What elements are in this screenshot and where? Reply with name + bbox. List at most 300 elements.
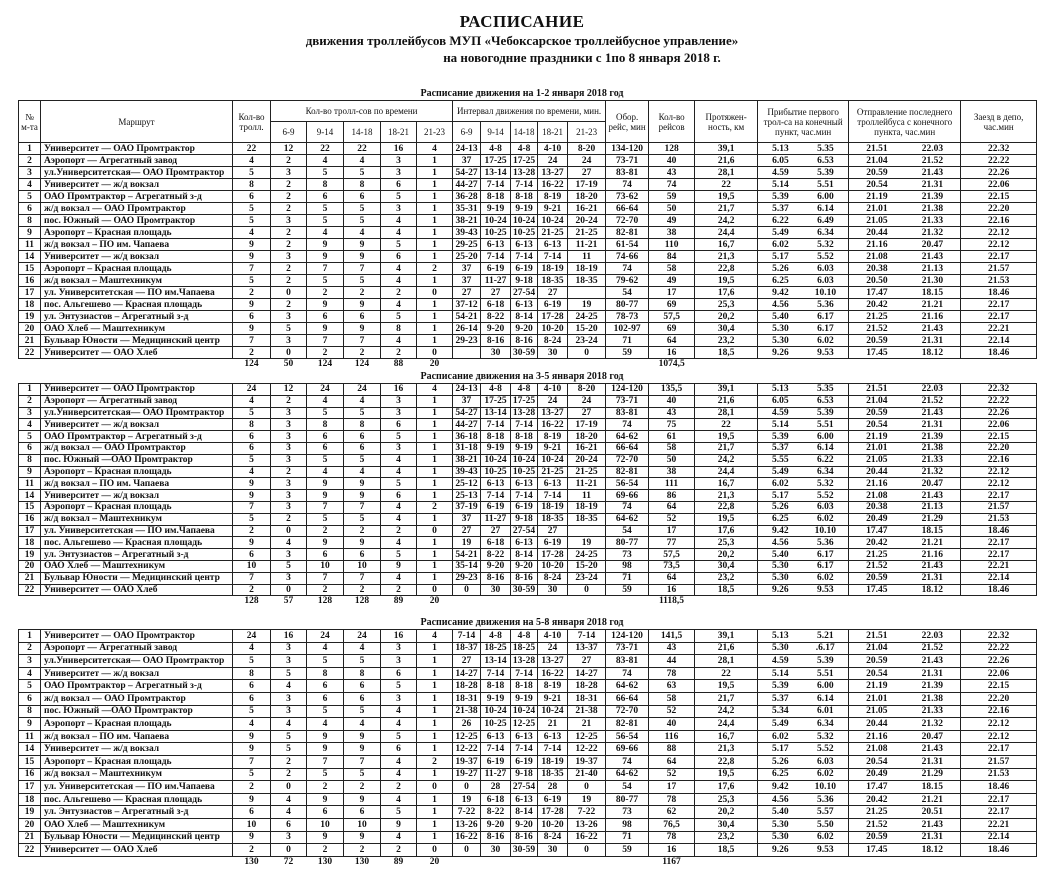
table-cell: 4 bbox=[271, 537, 307, 549]
route-name: ОАО Промтрактор – Агрегатный з-д bbox=[41, 191, 233, 203]
empty-cell bbox=[849, 359, 905, 370]
table-cell: 6-18 bbox=[481, 537, 511, 549]
table-cell: 18.46 bbox=[961, 584, 1037, 596]
table-cell: 18 bbox=[19, 299, 41, 311]
table-cell: 19,5 bbox=[695, 431, 758, 443]
table-cell: 30-59 bbox=[511, 584, 538, 596]
table-cell: 8-14 bbox=[511, 311, 538, 323]
table-cell: 8 bbox=[307, 419, 344, 431]
table-cell: 6 bbox=[307, 191, 344, 203]
table-cell: 2 bbox=[344, 347, 381, 359]
table-cell: 24-13 bbox=[453, 143, 481, 155]
table-cell: 21 bbox=[538, 718, 568, 731]
table-cell: 19-27 bbox=[453, 768, 481, 781]
table-cell: 8-22 bbox=[481, 549, 511, 561]
empty-cell bbox=[19, 856, 41, 867]
table-cell: 20.47 bbox=[905, 239, 961, 251]
table-cell: 111 bbox=[649, 478, 695, 490]
route-name: ОАО Промтрактор – Агрегатный з-д bbox=[41, 680, 233, 693]
table-cell: 20.54 bbox=[849, 419, 905, 431]
table-cell: 21.39 bbox=[905, 680, 961, 693]
table-cell: 2 bbox=[233, 584, 271, 596]
table-cell: 2 bbox=[271, 466, 307, 478]
table-cell: 15 bbox=[19, 263, 41, 275]
table-cell: 25,3 bbox=[695, 793, 758, 806]
table-cell: 23,2 bbox=[695, 831, 758, 844]
table-cell: 27 bbox=[453, 525, 481, 537]
table-cell: 1 bbox=[417, 692, 453, 705]
table-cell: 6.01 bbox=[803, 705, 849, 718]
table-cell: 6.03 bbox=[803, 501, 849, 513]
empty-cell bbox=[758, 596, 803, 607]
table-cell: 5.30 bbox=[758, 560, 803, 572]
table-cell: 10-24 bbox=[511, 215, 538, 227]
table-cell: 3 bbox=[271, 454, 307, 466]
table-cell: 22.17 bbox=[961, 299, 1037, 311]
table-cell: 2 bbox=[233, 525, 271, 537]
table-cell: 4-10 bbox=[538, 384, 568, 396]
table-cell: 21.57 bbox=[961, 501, 1037, 513]
table-cell: 2 bbox=[271, 179, 307, 191]
table-cell: 10 bbox=[344, 818, 381, 831]
table-cell: 4.56 bbox=[758, 793, 803, 806]
table-cell: 5.30 bbox=[758, 818, 803, 831]
table-cell: 4 bbox=[381, 275, 417, 287]
table-cell: 9.53 bbox=[803, 584, 849, 596]
table-cell: 12 bbox=[271, 384, 307, 396]
total-value: 20 bbox=[429, 856, 440, 867]
table-row bbox=[19, 793, 1037, 806]
table-cell: 24 bbox=[307, 630, 344, 643]
table-cell: 52 bbox=[649, 513, 695, 525]
table-cell: 1 bbox=[417, 239, 453, 251]
route-name: Университет — ж/д вокзал bbox=[41, 490, 233, 502]
table-cell: 4 bbox=[307, 395, 344, 407]
empty-cell bbox=[511, 856, 538, 867]
table-cell: 14 bbox=[19, 743, 41, 756]
empty-cell bbox=[568, 856, 606, 867]
table-cell: 8 bbox=[381, 323, 417, 335]
route-name: ОАО Хлеб — Маштехникум bbox=[41, 560, 233, 572]
route-name: ж/д вокзал – ПО им. Чапаева bbox=[41, 730, 233, 743]
table-cell: 18.12 bbox=[905, 347, 961, 359]
table-row bbox=[19, 215, 1037, 227]
table-cell: 7 bbox=[307, 335, 344, 347]
table-cell: 57,5 bbox=[649, 549, 695, 561]
table-cell: 2 bbox=[381, 347, 417, 359]
table-cell: 22.12 bbox=[961, 466, 1037, 478]
table-cell: 9-18 bbox=[511, 768, 538, 781]
table-cell: 6 bbox=[344, 191, 381, 203]
table-cell: 0 bbox=[417, 525, 453, 537]
table-row bbox=[19, 431, 1037, 443]
table-cell: 73 bbox=[606, 549, 649, 561]
table-cell: 5.13 bbox=[758, 143, 803, 155]
table-caption: Расписание движения на 3-5 января 2018 год bbox=[420, 371, 624, 382]
table-cell: 19 bbox=[19, 806, 41, 819]
table-cell: 54-27 bbox=[453, 167, 481, 179]
table-cell: 27-54 bbox=[511, 287, 538, 299]
table-cell: 28 bbox=[538, 781, 568, 794]
table-cell: 30 bbox=[481, 844, 511, 857]
table-cell: 1 bbox=[417, 299, 453, 311]
table-cell: 13-14 bbox=[481, 407, 511, 419]
table-cell: 8-16 bbox=[481, 335, 511, 347]
table-cell: 17,6 bbox=[695, 287, 758, 299]
table-cell: 12-25 bbox=[511, 718, 538, 731]
table-cell: 6.03 bbox=[803, 263, 849, 275]
table-cell: 3 bbox=[271, 335, 307, 347]
table-cell: 16-22 bbox=[538, 179, 568, 191]
table-cell: 1 bbox=[417, 768, 453, 781]
table-cell: 6-13 bbox=[511, 793, 538, 806]
table-cell: 22.17 bbox=[961, 743, 1037, 756]
table-cell: 16 bbox=[649, 584, 695, 596]
table-cell: 9-20 bbox=[481, 560, 511, 572]
table-cell: 2 bbox=[233, 347, 271, 359]
table-cell: 21.04 bbox=[849, 642, 905, 655]
table-cell: 4.59 bbox=[758, 167, 803, 179]
route-name: пос. Южный —ОАО Промтрактор bbox=[41, 705, 233, 718]
table-cell: 13-37 bbox=[568, 642, 606, 655]
table-cell: 4 bbox=[307, 466, 344, 478]
table-cell: 72-70 bbox=[606, 705, 649, 718]
empty-cell bbox=[905, 596, 961, 607]
table-cell: 19 bbox=[19, 549, 41, 561]
table-cell: 6 bbox=[344, 442, 381, 454]
table-row bbox=[19, 478, 1037, 490]
table-row bbox=[19, 275, 1037, 287]
table-cell: 6 bbox=[381, 419, 417, 431]
table-cell: 30,4 bbox=[695, 323, 758, 335]
table-cell: 27 bbox=[481, 287, 511, 299]
table-cell: 2 bbox=[344, 287, 381, 299]
table-row bbox=[19, 311, 1037, 323]
route-name: ул. Энтузиастов – Агрегатный з-д bbox=[41, 311, 233, 323]
table-cell: 4 bbox=[233, 395, 271, 407]
table-row bbox=[19, 537, 1037, 549]
table-cell: 5.32 bbox=[803, 239, 849, 251]
table-cell: 5 bbox=[381, 431, 417, 443]
table-cell: 6.25 bbox=[758, 275, 803, 287]
table-cell: 22.20 bbox=[961, 203, 1037, 215]
table-cell: 8-16 bbox=[511, 831, 538, 844]
table-cell: 6.02 bbox=[758, 478, 803, 490]
table-cell: 10-24 bbox=[511, 705, 538, 718]
table-cell: 3 bbox=[271, 705, 307, 718]
table-cell: 9-20 bbox=[511, 560, 538, 572]
table-cell: 30 bbox=[481, 347, 511, 359]
table-cell: 2 bbox=[233, 781, 271, 794]
table-cell: 6.03 bbox=[803, 275, 849, 287]
route-name: ОАО Хлеб — Маштехникум bbox=[41, 323, 233, 335]
table-cell: 5.39 bbox=[758, 680, 803, 693]
table-cell: 43 bbox=[649, 407, 695, 419]
table-cell: 22.16 bbox=[961, 705, 1037, 718]
table-cell: 2 bbox=[307, 525, 344, 537]
table-cell: 13-14 bbox=[481, 655, 511, 668]
table-cell: 21.43 bbox=[905, 655, 961, 668]
table-cell: 1 bbox=[417, 537, 453, 549]
table-cell: 8-18 bbox=[481, 431, 511, 443]
table-cell: 5 bbox=[19, 680, 41, 693]
table-cell: 5.49 bbox=[758, 718, 803, 731]
table-cell: 17-28 bbox=[538, 549, 568, 561]
table-cell: 6-19 bbox=[538, 537, 568, 549]
table-cell: 21.33 bbox=[905, 215, 961, 227]
table-cell: 5 bbox=[307, 275, 344, 287]
table-cell: 22.16 bbox=[961, 454, 1037, 466]
table-cell: 21.31 bbox=[905, 831, 961, 844]
table-cell: 4 bbox=[344, 227, 381, 239]
empty-cell bbox=[481, 856, 511, 867]
route-name: ж/д вокзал – ПО им. Чапаева bbox=[41, 478, 233, 490]
table-cell: 6-13 bbox=[481, 730, 511, 743]
table-cell: 1 bbox=[417, 705, 453, 718]
total-value: 128 bbox=[354, 596, 370, 607]
table-cell: 3 bbox=[271, 311, 307, 323]
total-value: 89 bbox=[393, 596, 404, 607]
table-cell: 8-22 bbox=[481, 806, 511, 819]
table-cell: 5 bbox=[344, 513, 381, 525]
table-cell: 21.52 bbox=[849, 323, 905, 335]
table-cell: 9 bbox=[344, 239, 381, 251]
table-cell: 6.14 bbox=[803, 442, 849, 454]
table-row bbox=[19, 630, 1037, 643]
table-cell: 8-18 bbox=[511, 431, 538, 443]
table-cell: 37 bbox=[453, 513, 481, 525]
table-cell: 11 bbox=[19, 730, 41, 743]
table-cell: 19,5 bbox=[695, 768, 758, 781]
table-cell: 4 bbox=[233, 642, 271, 655]
table-cell: 0 bbox=[568, 584, 606, 596]
table-cell: 10 bbox=[233, 560, 271, 572]
table-cell: 21,3 bbox=[695, 490, 758, 502]
table-cell: 5 bbox=[307, 215, 344, 227]
table-cell: 8-14 bbox=[511, 806, 538, 819]
table-cell: 5 bbox=[19, 191, 41, 203]
table-cell: 18-19 bbox=[568, 501, 606, 513]
empty-cell bbox=[803, 359, 849, 370]
table-cell: 5.49 bbox=[758, 466, 803, 478]
table-cell: 20.47 bbox=[905, 478, 961, 490]
table-cell: 4 bbox=[381, 537, 417, 549]
table-cell: 6.34 bbox=[803, 227, 849, 239]
table-cell: 4 bbox=[344, 395, 381, 407]
table-cell: 21.43 bbox=[905, 323, 961, 335]
table-cell: 5.17 bbox=[758, 251, 803, 263]
table-cell: 21-38 bbox=[568, 705, 606, 718]
table-cell: 4-8 bbox=[481, 143, 511, 155]
table-cell: 3 bbox=[381, 203, 417, 215]
table-cell: 10-24 bbox=[481, 454, 511, 466]
table-cell: 30-59 bbox=[511, 844, 538, 857]
table-cell: 5.36 bbox=[803, 299, 849, 311]
table-cell: 5 bbox=[307, 768, 344, 781]
table-row bbox=[19, 143, 1037, 155]
table-cell: 16 bbox=[19, 275, 41, 287]
table-cell: 22.20 bbox=[961, 692, 1037, 705]
table-cell: 5 bbox=[344, 275, 381, 287]
empty-cell bbox=[803, 596, 849, 607]
table-cell: 22.22 bbox=[961, 395, 1037, 407]
route-name: ул. Энтузиастов – Агрегатный з-д bbox=[41, 806, 233, 819]
table-cell: 21.25 bbox=[849, 806, 905, 819]
table-cell: 141,5 bbox=[649, 630, 695, 643]
total-value: 72 bbox=[283, 856, 294, 867]
table-cell: 2 bbox=[307, 844, 344, 857]
table-cell: 27 bbox=[453, 655, 481, 668]
table-cell: 1 bbox=[417, 549, 453, 561]
table-cell: 1 bbox=[417, 419, 453, 431]
table-cell: 20.42 bbox=[849, 299, 905, 311]
table-cell: 7 bbox=[233, 263, 271, 275]
total-value: 128 bbox=[244, 596, 259, 607]
table-cell: 17.45 bbox=[849, 584, 905, 596]
table-cell: 21.08 bbox=[849, 490, 905, 502]
table-cell: 11-21 bbox=[568, 239, 606, 251]
empty-cell bbox=[606, 856, 649, 867]
table-cell: 18-28 bbox=[453, 680, 481, 693]
table-cell: 8 bbox=[344, 667, 381, 680]
table-cell: 5 bbox=[381, 806, 417, 819]
table-cell: 1 bbox=[417, 442, 453, 454]
table-cell: 22.14 bbox=[961, 572, 1037, 584]
table-cell: 1 bbox=[417, 730, 453, 743]
table-cell: 20 bbox=[19, 323, 41, 335]
table-cell: 3 bbox=[271, 442, 307, 454]
table-cell: 6 bbox=[19, 203, 41, 215]
table-cell: 0 bbox=[271, 844, 307, 857]
empty-cell bbox=[758, 359, 803, 370]
table-row bbox=[19, 718, 1037, 731]
table-cell: 12-25 bbox=[453, 730, 481, 743]
table-cell: 3 bbox=[19, 167, 41, 179]
table-cell: 8-19 bbox=[538, 431, 568, 443]
table-cell: 18.12 bbox=[905, 844, 961, 857]
table-cell: 2 bbox=[381, 781, 417, 794]
table-cell: 20.42 bbox=[849, 793, 905, 806]
table-cell: 5 bbox=[233, 275, 271, 287]
table-cell: 21.29 bbox=[905, 768, 961, 781]
table-cell: 20-24 bbox=[568, 215, 606, 227]
table-cell: 9-20 bbox=[481, 818, 511, 831]
table-cell: 6.05 bbox=[758, 395, 803, 407]
table-cell: 16,7 bbox=[695, 239, 758, 251]
table-cell: 2 bbox=[307, 781, 344, 794]
table-cell: 16 bbox=[649, 347, 695, 359]
table-cell: 14-27 bbox=[453, 667, 481, 680]
table-cell: 74 bbox=[606, 419, 649, 431]
table-cell: 5 bbox=[344, 705, 381, 718]
table-cell: 20.51 bbox=[905, 806, 961, 819]
table-cell: 2 bbox=[307, 347, 344, 359]
table-cell: 8 bbox=[307, 179, 344, 191]
empty-cell bbox=[568, 359, 606, 370]
table-cell: 21.57 bbox=[961, 263, 1037, 275]
table-cell: 17 bbox=[19, 525, 41, 537]
table-cell: 21.21 bbox=[905, 537, 961, 549]
table-cell: 0 bbox=[453, 844, 481, 857]
table-cell: 19 bbox=[19, 311, 41, 323]
table-cell: 10-20 bbox=[538, 818, 568, 831]
table-cell: 22.03 bbox=[905, 630, 961, 643]
table-cell: 20.59 bbox=[849, 167, 905, 179]
table-cell: 4 bbox=[381, 513, 417, 525]
route-name: ж/д вокзал — ОАО Промтрактор bbox=[41, 203, 233, 215]
route-name: Университет — ж/д вокзал bbox=[41, 419, 233, 431]
table-cell: 9 bbox=[344, 793, 381, 806]
table-cell: 58 bbox=[649, 263, 695, 275]
table-cell: 24 bbox=[538, 395, 568, 407]
table-cell: 28 bbox=[481, 781, 511, 794]
table-row bbox=[19, 335, 1037, 347]
table-cell: 8-18 bbox=[481, 680, 511, 693]
table-cell: 1 bbox=[417, 680, 453, 693]
table-cell: 4 bbox=[307, 718, 344, 731]
table-cell: 83-81 bbox=[606, 407, 649, 419]
table-cell: 2 bbox=[271, 155, 307, 167]
table-cell: 5.52 bbox=[803, 490, 849, 502]
table-cell: 5 bbox=[381, 680, 417, 693]
table-cell: 1 bbox=[417, 655, 453, 668]
table-cell: 22.06 bbox=[961, 179, 1037, 191]
route-name: ж/д вокзал – Маштехникум bbox=[41, 513, 233, 525]
table-cell: 20.49 bbox=[849, 768, 905, 781]
table-cell: 2 bbox=[271, 239, 307, 251]
table-cell: 5 bbox=[233, 167, 271, 179]
table-cell: 2 bbox=[271, 395, 307, 407]
table-cell: 4 bbox=[19, 667, 41, 680]
table-cell: 30 bbox=[538, 347, 568, 359]
table-cell: 77 bbox=[649, 537, 695, 549]
table-cell: 44-27 bbox=[453, 419, 481, 431]
table-cell: 27 bbox=[453, 287, 481, 299]
table-cell: 23,2 bbox=[695, 335, 758, 347]
table-row bbox=[19, 692, 1037, 705]
table-cell: 26 bbox=[453, 718, 481, 731]
table-cell: 75 bbox=[649, 419, 695, 431]
table-cell: 1 bbox=[417, 466, 453, 478]
table-cell: 21.31 bbox=[905, 335, 961, 347]
table-cell: 22.22 bbox=[961, 642, 1037, 655]
table-cell: 4 bbox=[381, 831, 417, 844]
col-header-route: Маршрут bbox=[41, 101, 233, 143]
table-cell: 9-20 bbox=[511, 818, 538, 831]
table-cell: 1 bbox=[417, 831, 453, 844]
table-cell: 20.44 bbox=[849, 718, 905, 731]
table-cell: 21 bbox=[568, 718, 606, 731]
table-cell: 8 bbox=[307, 667, 344, 680]
table-cell: 9-21 bbox=[538, 203, 568, 215]
table-cell: 25-13 bbox=[453, 490, 481, 502]
table-cell: 30,4 bbox=[695, 560, 758, 572]
table-cell: 5 bbox=[344, 203, 381, 215]
table-cell: 69-66 bbox=[606, 743, 649, 756]
table-cell: 2 bbox=[271, 227, 307, 239]
table-cell: 9.26 bbox=[758, 584, 803, 596]
table-cell: 22.22 bbox=[961, 155, 1037, 167]
table-cell: 64-62 bbox=[606, 431, 649, 443]
table-cell: 10-20 bbox=[538, 560, 568, 572]
table-cell: 24-25 bbox=[568, 549, 606, 561]
table-cell: 18-35 bbox=[538, 275, 568, 287]
table-cell: 78 bbox=[649, 793, 695, 806]
table-cell: 19,5 bbox=[695, 680, 758, 693]
table-cell: 3 bbox=[271, 167, 307, 179]
table-cell: 18-19 bbox=[538, 755, 568, 768]
table-cell: 98 bbox=[606, 560, 649, 572]
